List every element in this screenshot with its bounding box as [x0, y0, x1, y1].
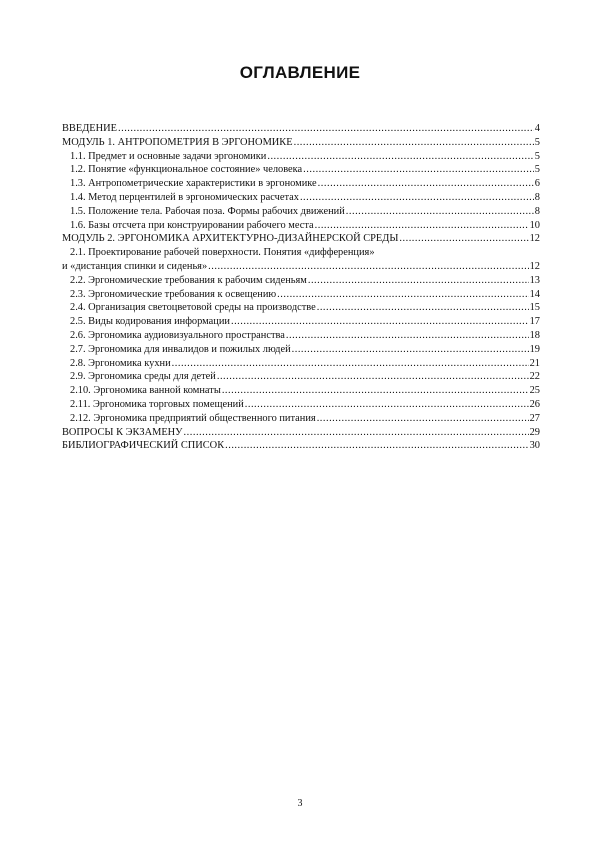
- toc-entry-label: МОДУЛЬ 2. ЭРГОНОМИКА АРХИТЕКТУРНО-ДИЗАЙНЕРСКОЙ СРЕДЫ: [62, 233, 399, 245]
- toc-entry-label: 1.3. Антропометрические характеристики в эргономике: [70, 178, 317, 190]
- toc-entry-page: 17: [529, 316, 540, 328]
- toc-leader-dots: [118, 122, 534, 136]
- toc-leader-dots: [277, 288, 528, 302]
- toc-entry-label: 2.2. Эргономические требования к рабочим сиденьям: [70, 274, 307, 286]
- toc-entry-label: 2.1. Проектирование рабочей поверхности. Понятия «дифференция»: [70, 247, 375, 259]
- toc-leader-dots: [303, 163, 534, 177]
- toc-leader-dots: [267, 150, 533, 164]
- toc-entry-page: 5: [534, 164, 540, 176]
- toc-entry: [62, 439, 540, 453]
- toc-entry-page: 18: [529, 329, 540, 341]
- toc-leader-dots: [245, 398, 529, 412]
- toc-entry-page: 14: [529, 288, 540, 300]
- toc-entry: [62, 370, 540, 384]
- toc-entry: [62, 136, 540, 150]
- toc-leader-dots: [318, 177, 534, 191]
- toc-leader-dots: [346, 205, 534, 219]
- toc-entry-label: 1.1. Предмет и основные задачи эргономики: [70, 150, 267, 162]
- toc-entry-label: 2.5. Виды кодирования информации: [70, 316, 230, 328]
- toc-entry: [62, 150, 540, 164]
- toc-entry: [62, 274, 540, 288]
- toc-leader-dots: [292, 343, 529, 357]
- toc-entry: [62, 177, 540, 191]
- toc-leader-dots: [286, 329, 529, 343]
- toc-entry: [62, 163, 540, 177]
- toc-entry-page: 21: [529, 357, 540, 369]
- toc-entry-label: БИБЛИОГРАФИЧЕСКИЙ СПИСОК: [62, 440, 225, 452]
- toc-entry-label: 2.10. Эргономика ванной комнаты: [70, 385, 221, 397]
- toc-entry-page: 30: [529, 440, 540, 452]
- toc-entry: [62, 357, 540, 371]
- toc-entry: [62, 412, 540, 426]
- toc-entry-label: 2.11. Эргономика торговых помещений: [70, 398, 244, 410]
- toc-leader-dots: [208, 260, 528, 274]
- toc-entry: [62, 191, 540, 205]
- toc-entry-page: 25: [529, 385, 540, 397]
- toc-entry-label: 2.8. Эргономика кухни: [70, 357, 171, 369]
- toc-entry: [62, 398, 540, 412]
- toc-entry-label: 1.2. Понятие «функциональное состояние» человека: [70, 164, 303, 176]
- table-of-contents: [62, 122, 540, 453]
- toc-entry: [62, 301, 540, 315]
- toc-entry-label: 2.3. Эргономические требования к освещению: [70, 288, 277, 300]
- toc-leader-dots: [315, 219, 529, 233]
- toc-entry: [62, 122, 540, 136]
- toc-entry-label: 1.6. Базы отсчета при конструировании рабочего места: [70, 219, 314, 231]
- toc-entry: [62, 260, 540, 274]
- toc-leader-dots: [172, 357, 529, 371]
- toc-entry: [62, 246, 540, 260]
- toc-leader-dots: [222, 384, 529, 398]
- toc-entry: [62, 315, 540, 329]
- toc-entry-page: 8: [534, 191, 540, 203]
- toc-leader-dots: [294, 136, 534, 150]
- toc-entry-page: 15: [529, 302, 540, 314]
- toc-entry-page: 6: [534, 178, 540, 190]
- toc-entry-label: 2.6. Эргономика аудиовизуального пространства: [70, 329, 285, 341]
- toc-entry-page: 5: [534, 136, 540, 148]
- toc-entry: [62, 219, 540, 233]
- toc-leader-dots: [317, 412, 529, 426]
- toc-leader-dots: [300, 191, 534, 205]
- toc-entry-page: 5: [534, 150, 540, 162]
- toc-entry-page: 12: [529, 233, 540, 245]
- toc-entry-page: 12: [529, 260, 540, 272]
- page-number: 3: [297, 798, 303, 809]
- toc-entry-label: 2.7. Эргономика для инвалидов и пожилых людей: [70, 343, 291, 355]
- toc-leader-dots: [184, 426, 529, 440]
- toc-entry-page: 26: [529, 398, 540, 410]
- toc-entry-label: 2.12. Эргономика предприятий общественного питания: [70, 412, 316, 424]
- toc-entry: [62, 343, 540, 357]
- toc-leader-dots: [231, 315, 529, 329]
- toc-leader-dots: [317, 301, 529, 315]
- toc-entry-label: МОДУЛЬ 1. АНТРОПОМЕТРИЯ В ЭРГОНОМИКЕ: [62, 136, 293, 148]
- toc-entry-page: 4: [534, 123, 540, 134]
- page-title: ОГЛАВЛЕНИЕ: [239, 63, 361, 82]
- toc-entry: [62, 232, 540, 246]
- toc-leader-dots: [399, 232, 528, 246]
- toc-entry-label: 2.4. Организация светоцветовой среды на производстве: [70, 302, 316, 314]
- toc-entry-label: ВОПРОСЫ К ЭКЗАМЕНУ: [62, 426, 183, 438]
- toc-entry-label: и «дистанция спинки и сиденья»: [62, 260, 208, 272]
- toc-entry-page: 13: [529, 274, 540, 286]
- toc-entry: [62, 205, 540, 219]
- toc-leader-dots: [225, 439, 528, 453]
- toc-entry: [62, 426, 540, 440]
- toc-entry-label: 2.9. Эргономика среды для детей: [70, 371, 216, 383]
- toc-entry-page: 27: [529, 412, 540, 424]
- toc-entry: [62, 384, 540, 398]
- toc-entry-page: 10: [529, 219, 540, 231]
- toc-entry-page: 19: [529, 343, 540, 355]
- toc-entry: [62, 288, 540, 302]
- toc-entry-page: 8: [534, 205, 540, 217]
- toc-leader-dots: [217, 370, 529, 384]
- toc-entry: [62, 329, 540, 343]
- toc-entry-label: 1.5. Положение тела. Рабочая поза. Формы рабочих движений: [70, 205, 345, 217]
- toc-entry-label: 1.4. Метод перцентилей в эргономических расчетах: [70, 191, 299, 203]
- toc-entry-page: 22: [529, 371, 540, 383]
- toc-leader-dots: [308, 274, 529, 288]
- toc-entry-label: ВВЕДЕНИЕ: [62, 123, 117, 134]
- toc-entry-page: 29: [529, 426, 540, 438]
